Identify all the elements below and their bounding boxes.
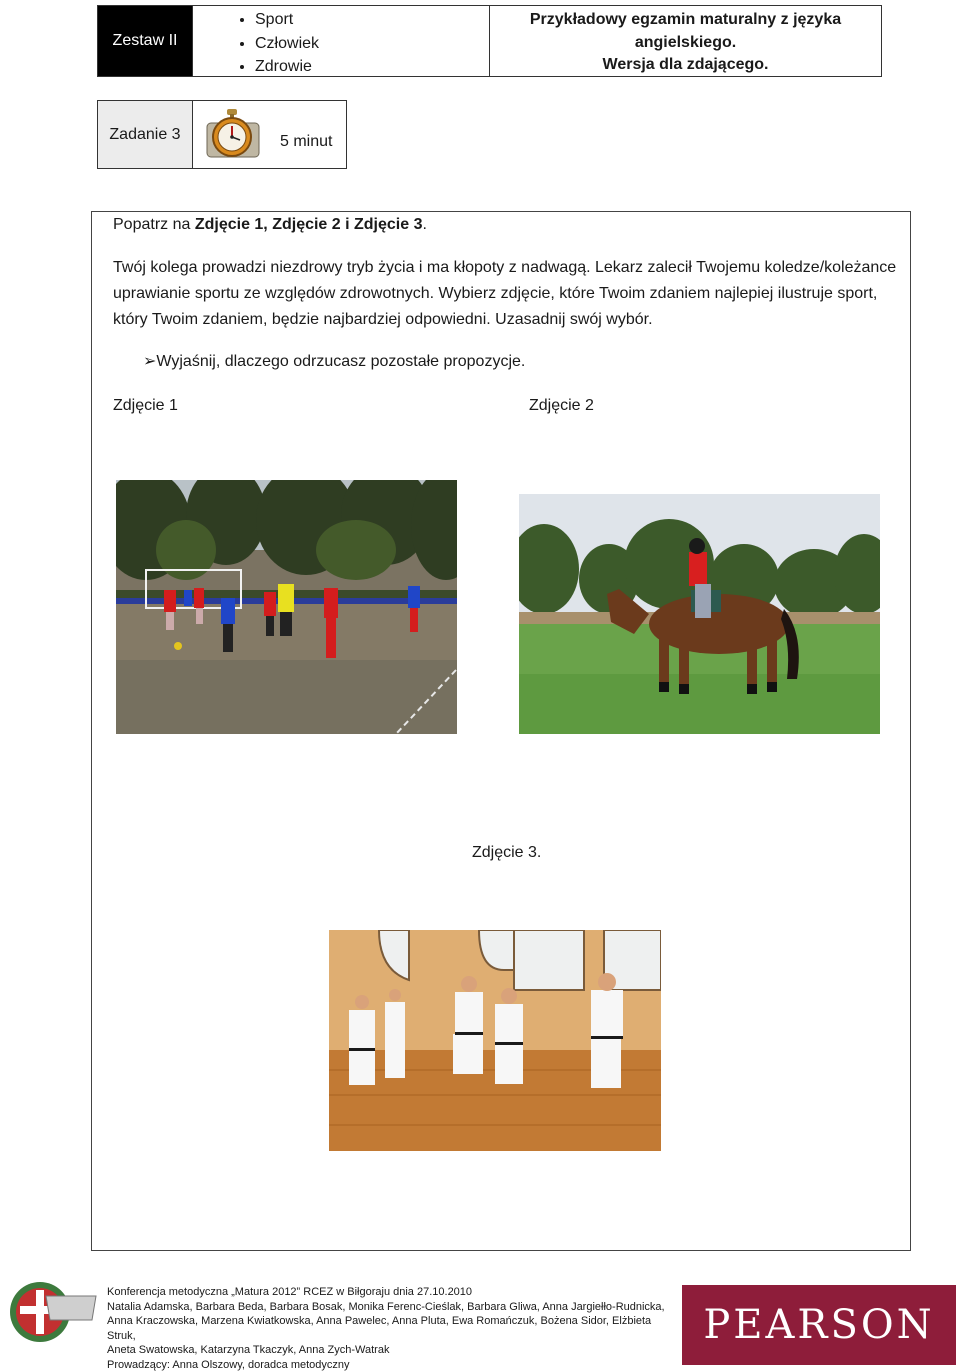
- stopwatch-icon: [203, 107, 263, 163]
- task-time-cell: [193, 101, 346, 168]
- instruction-prefix: Popatrz na: [113, 216, 195, 233]
- bullet-text: Wyjaśnij, dlaczego odrzucasz pozostałe propozycje.: [156, 353, 525, 370]
- task-label: Zadanie 3: [98, 101, 193, 168]
- instruction-photos: Zdjęcie 1, Zdjęcie 2 i Zdjęcie 3: [195, 216, 423, 233]
- exam-title: [490, 6, 881, 76]
- header-table: [97, 5, 882, 77]
- topics-list: [227, 8, 489, 79]
- exam-title-line: Wersja dla zdającego.: [490, 54, 881, 77]
- task-paragraph: Twój kolega prowadzi niezdrowy tryb życia i ma kłopoty z nadwagą. Lekarz zalecił Twojemu koledze/koleżance uprawianie sportu ze względów zdrowotnych. Wybierz zdjęcie, które Twoim zdaniem najlepiej ilustruje sport, który Twoim zdaniem, będzie najbardziej odpowiedni. Uzasadnij swój wybór.: [113, 255, 903, 333]
- rcez-logo: [6, 1278, 100, 1348]
- topics-cell: [192, 6, 490, 76]
- pearson-logo: [682, 1285, 956, 1365]
- footer-line: Aneta Swatowska, Katarzyna Tkaczyk, Anna Zych-Watrak: [107, 1343, 677, 1358]
- footer-line: Konferencja metodyczna „Matura 2012” RCEZ w Biłgoraju dnia 27.10.2010: [107, 1285, 677, 1300]
- exam-title-line: Przykładowy egzamin maturalny z języka: [490, 9, 881, 32]
- footer-credits: [107, 1285, 677, 1372]
- topic-item: • Sport: [255, 8, 489, 32]
- instruction: [113, 212, 427, 238]
- photo-football: [116, 480, 457, 734]
- topic-item: • Zdrowie: [255, 55, 489, 79]
- arrow-bullet-icon: ➢: [143, 353, 156, 370]
- photo-horse-riding: [519, 494, 880, 734]
- footer-line: Prowadzący: Anna Olszowy, doradca metodyczny: [107, 1358, 677, 1372]
- task-box: [97, 100, 347, 169]
- topic-item: • Człowiek: [255, 32, 489, 56]
- footer-line: Anna Kraczowska, Marzena Kwiatkowska, Anna Pawelec, Anna Pluta, Ewa Romańczuk, Bożena Sidor, Elżbieta Struk,: [107, 1314, 677, 1343]
- set-label: Zestaw II: [98, 6, 192, 76]
- bullet-item: [143, 349, 525, 375]
- photo-caption-2: Zdjęcie 2: [529, 393, 594, 419]
- pearson-wordmark: PEARSON: [703, 1302, 934, 1348]
- photo-karate: [329, 930, 661, 1151]
- exam-title-line: angielskiego.: [490, 32, 881, 55]
- instruction-suffix: .: [422, 216, 426, 233]
- photo-caption-1: Zdjęcie 1: [113, 393, 178, 419]
- footer-line: Natalia Adamska, Barbara Beda, Barbara Bosak, Monika Ferenc-Cieślak, Barbara Gliwa, Anna Jargiełło-Rudnicka,: [107, 1300, 677, 1315]
- task-time: 5 minut: [280, 133, 332, 151]
- photo-caption-3: Zdjęcie 3.: [472, 840, 541, 866]
